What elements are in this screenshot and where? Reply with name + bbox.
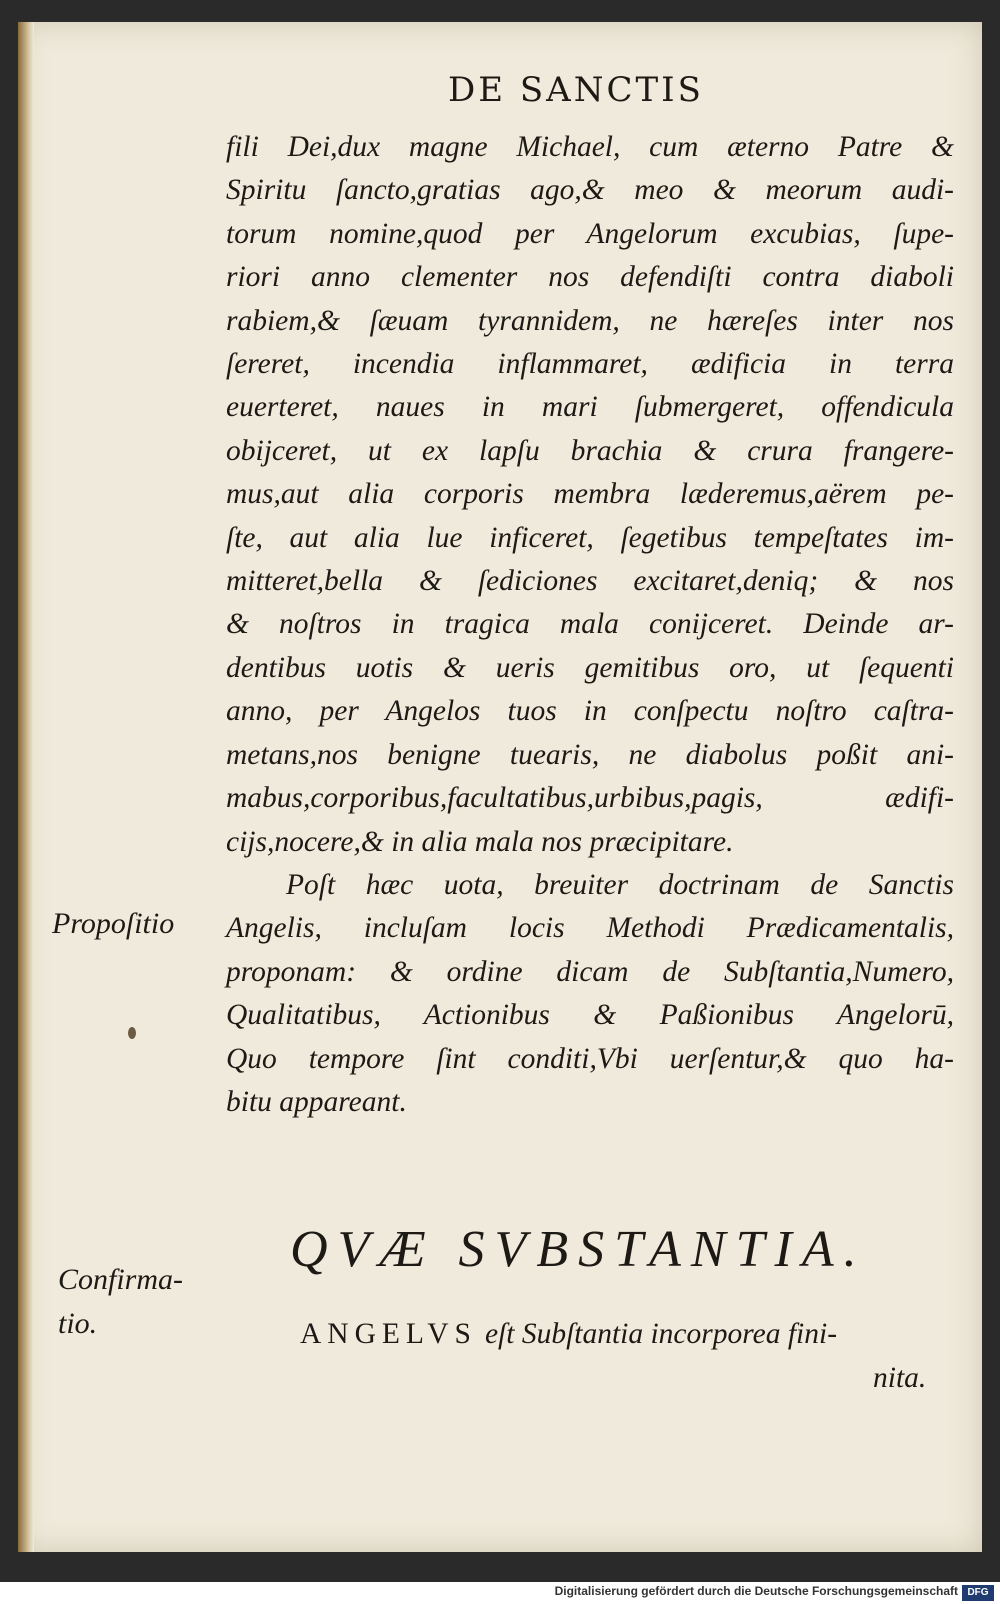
- text-line: mabus,corporibus,facultatibus,urbibus,pagis, ædifi-: [226, 782, 954, 815]
- text-line: euerteret, naues in mari ſubmergeret, offendicula: [226, 391, 954, 424]
- text-line: Spiritu ſancto,gratias ago,& meo & meorum audi-: [226, 174, 954, 207]
- definition-term: ANGELVS: [300, 1318, 477, 1350]
- text-line: & noſtros in tragica mala conijceret. Deinde ar-: [226, 608, 954, 641]
- definition-text: eſt Subſtantia incorporea fini-: [484, 1318, 838, 1350]
- text-line: bitu appareant.: [226, 1085, 407, 1118]
- margin-note-confirmatio: Confirma-: [58, 1263, 184, 1296]
- running-head: DE SANCTIS: [448, 70, 704, 110]
- text-line: ſereret, incendia inflammaret, ædificia in terra: [226, 348, 954, 381]
- text-line: mus,aut alia corporis membra læderemus,aërem pe-: [226, 478, 954, 511]
- margin-note-propositio: Propoſitio: [52, 907, 175, 940]
- margin-note-confirmatio-end: tio.: [58, 1307, 98, 1340]
- section-heading: QVÆ SVBSTANTIA.: [290, 1221, 867, 1278]
- text-line: riori anno clementer nos defendiſti contra diaboli: [226, 261, 954, 294]
- footer-credit: Digitalisierung gefördert durch die Deutsche Forschungsgemeinschaft: [554, 1584, 958, 1598]
- text-line: rabiem,& ſæuam tyrannidem, ne hæreſes inter nos: [226, 304, 954, 337]
- body-text: [226, 126, 954, 1124]
- text-line: proponam: & ordine dicam de Subſtantia,Numero,: [226, 955, 954, 988]
- text-line: obijceret, ut ex lapſu brachia & crura frangere-: [226, 434, 954, 467]
- definition-end: nita.: [873, 1362, 927, 1394]
- paper-speck: [128, 1027, 136, 1039]
- text-line: Poſt hæc uota, breuiter doctrinam de Sanctis: [286, 868, 954, 901]
- text-line: anno, per Angelos tuos in conſpectu noſtro caſtra-: [226, 695, 954, 728]
- text-line: metans,nos benigne tuearis, ne diabolus poßit ani-: [226, 738, 954, 771]
- text-line: ſte, aut alia lue inficeret, ſegetibus tempeſtates im-: [226, 521, 954, 554]
- text-line: mitteret,bella & ſediciones excitaret,deniq; & nos: [226, 565, 954, 598]
- text-line: dentibus uotis & ueris gemitibus oro, ut ſequenti: [226, 651, 954, 684]
- text-line: cijs,nocere,& in alia mala nos præcipitare.: [226, 825, 734, 858]
- book-page: [18, 22, 982, 1552]
- text-line: torum nomine,quod per Angelorum excubias, ſupe-: [226, 217, 954, 250]
- definition-line: [300, 1318, 960, 1351]
- text-line: Angelis, incluſam locis Methodi Prædicamentalis,: [226, 912, 954, 945]
- text-line: Qualitatibus, Actionibus & Paßionibus Angelorū,: [226, 999, 954, 1032]
- text-line: Quo tempore ſint conditi,Vbi uerſentur,& quo ha-: [226, 1042, 954, 1075]
- dfg-logo: DFG: [962, 1585, 994, 1601]
- text-line: fili Dei,dux magne Michael, cum æterno Patre &: [226, 131, 954, 163]
- page-binding-edge: [18, 22, 34, 1552]
